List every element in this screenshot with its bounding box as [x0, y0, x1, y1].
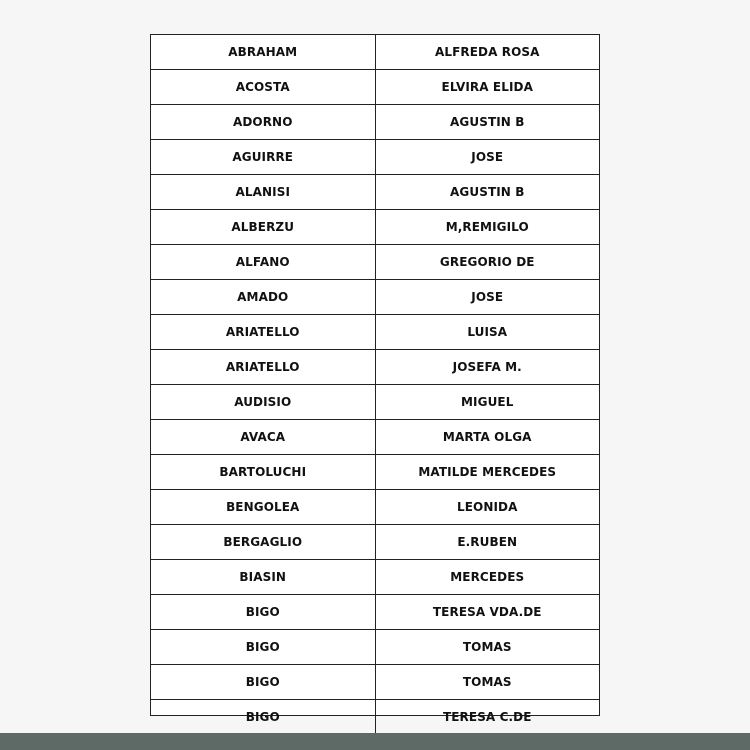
table-row — [151, 140, 599, 175]
table-row — [151, 70, 599, 105]
surname-cell: BIASIN — [151, 560, 375, 595]
surname-cell: BARTOLUCHI — [151, 455, 375, 490]
table-row — [151, 630, 599, 665]
surname-cell: AMADO — [151, 280, 375, 315]
surname-cell: AGUIRRE — [151, 140, 375, 175]
table-row — [151, 385, 599, 420]
table-row — [151, 315, 599, 350]
surname-cell: BIGO — [151, 595, 375, 630]
given-name-cell: GREGORIO DE — [375, 245, 599, 280]
surname-cell: BIGO — [151, 665, 375, 700]
table-row — [151, 595, 599, 630]
given-name-cell: MATILDE MERCEDES — [375, 455, 599, 490]
table-row — [151, 700, 599, 735]
table-row — [151, 35, 599, 70]
given-name-cell: AGUSTIN B — [375, 175, 599, 210]
given-name-cell: TOMAS — [375, 665, 599, 700]
given-name-cell: MIGUEL — [375, 385, 599, 420]
given-name-cell: JOSE — [375, 140, 599, 175]
surname-cell: ACOSTA — [151, 70, 375, 105]
names-table — [151, 35, 599, 734]
given-name-cell: LEONIDA — [375, 490, 599, 525]
table-row — [151, 455, 599, 490]
table-row — [151, 280, 599, 315]
footer-bar — [0, 733, 750, 750]
surname-cell: BIGO — [151, 700, 375, 735]
table-row — [151, 105, 599, 140]
table-row — [151, 175, 599, 210]
surname-cell: BENGOLEA — [151, 490, 375, 525]
given-name-cell: E.RUBEN — [375, 525, 599, 560]
table-row — [151, 665, 599, 700]
surname-cell: ALANISI — [151, 175, 375, 210]
given-name-cell: MARTA OLGA — [375, 420, 599, 455]
surname-cell: BIGO — [151, 630, 375, 665]
table-row — [151, 245, 599, 280]
surname-cell: ALBERZU — [151, 210, 375, 245]
table-row — [151, 420, 599, 455]
surname-cell: ABRAHAM — [151, 35, 375, 70]
given-name-cell: TERESA VDA.DE — [375, 595, 599, 630]
table-row — [151, 490, 599, 525]
given-name-cell: LUISA — [375, 315, 599, 350]
names-table-container — [150, 34, 600, 724]
given-name-cell: ALFREDA ROSA — [375, 35, 599, 70]
given-name-cell: JOSEFA M. — [375, 350, 599, 385]
given-name-cell: ELVIRA ELIDA — [375, 70, 599, 105]
given-name-cell: MERCEDES — [375, 560, 599, 595]
table-row — [151, 210, 599, 245]
given-name-cell: TERESA C.DE — [375, 700, 599, 735]
surname-cell: AVACA — [151, 420, 375, 455]
surname-cell: ARIATELLO — [151, 315, 375, 350]
table-row — [151, 560, 599, 595]
surname-cell: ARIATELLO — [151, 350, 375, 385]
given-name-cell: M,REMIGILO — [375, 210, 599, 245]
given-name-cell: TOMAS — [375, 630, 599, 665]
surname-cell: ADORNO — [151, 105, 375, 140]
table-row — [151, 525, 599, 560]
surname-cell: AUDISIO — [151, 385, 375, 420]
surname-cell: ALFANO — [151, 245, 375, 280]
names-table-body — [151, 35, 599, 734]
given-name-cell: AGUSTIN B — [375, 105, 599, 140]
given-name-cell: JOSE — [375, 280, 599, 315]
table-row — [151, 350, 599, 385]
surname-cell: BERGAGLIO — [151, 525, 375, 560]
